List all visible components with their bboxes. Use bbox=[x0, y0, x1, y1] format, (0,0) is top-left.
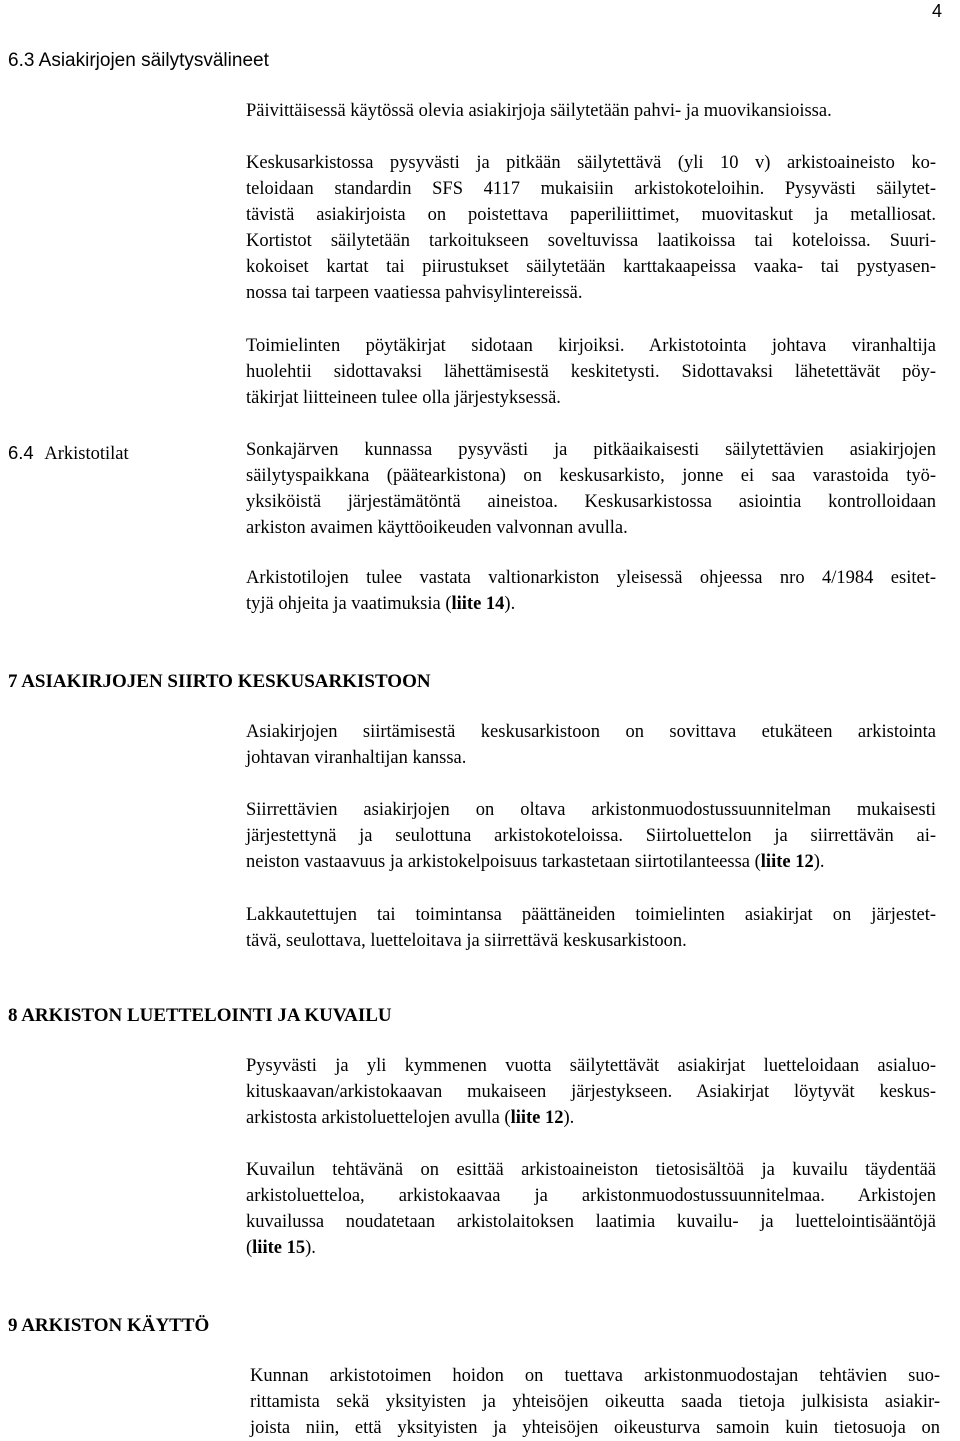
section-title: Arkistotilat bbox=[44, 444, 129, 464]
text-line: tävä, seulottava, luetteloitava ja siirrettävä keskusarkistoon. bbox=[246, 931, 687, 951]
text-line: yksiköistä järjestämätöntä aineistoa. Keskusarkistossa asiointia kontrolloidaan bbox=[246, 492, 936, 512]
text-line: Asiakirjojen siirtämisestä keskusarkistoon on sovittava etukäteen arkistointa bbox=[246, 722, 936, 742]
text-line: Kuvailun tehtävänä on esittää arkistoaineiston tietosisältöä ja kuvailu täydentää bbox=[246, 1160, 936, 1180]
section-9-paragraph-1 bbox=[250, 1363, 940, 1441]
text-line: Pysyvästi ja yli kymmenen vuotta säilytettävät asiakirjat luetteloidaan asialuo- bbox=[246, 1056, 936, 1076]
text-line: Lakkautettujen tai toimintansa päättäneiden toimielinten asiakirjat on järjestet- bbox=[246, 905, 936, 925]
section-7-paragraph-2 bbox=[246, 797, 936, 875]
appendix-reference: liite 12 bbox=[510, 1108, 564, 1128]
section-number: 6.4 bbox=[8, 442, 34, 463]
section-6-3-heading: 6.3 Asiakirjojen säilytysvälineet bbox=[8, 50, 269, 71]
section-6-3-paragraph-2 bbox=[246, 150, 936, 306]
section-8-heading: 8 ARKISTON LUETTELOINTI JA KUVAILU bbox=[8, 1005, 392, 1026]
text-line: Kunnan arkistotoimen hoidon on tuettava arkistonmuodostajan tehtävien suo- bbox=[250, 1366, 940, 1386]
section-8-paragraph-1 bbox=[246, 1053, 936, 1131]
text-line: (liite 15). bbox=[246, 1238, 316, 1258]
section-8-paragraph-2 bbox=[246, 1157, 936, 1261]
section-9-heading: 9 ARKISTON KÄYTTÖ bbox=[8, 1315, 210, 1336]
section-6-4-paragraph-2 bbox=[246, 565, 936, 617]
text-line: Sonkajärven kunnassa pysyvästi ja pitkäaikaisesti säilytettävien asiakirjojen bbox=[246, 440, 936, 460]
section-6-4-paragraph-1 bbox=[246, 437, 936, 541]
section-6-3-paragraph-3 bbox=[246, 333, 936, 411]
text-line: kituskaavan/arkistokaavan mukaiseen järjestykseen. Asiakirjat löytyvät keskus- bbox=[246, 1082, 936, 1102]
text-line: tävistä asiakirjoista on poistettava paperiliittimet, muovitaskut ja metalliosat. bbox=[246, 205, 936, 225]
text-line: Siirrettävien asiakirjojen on oltava arkistonmuodostussuunnitelman mukaisesti bbox=[246, 800, 936, 820]
text-line: täkirjat liitteineen tulee olla järjestyksessä. bbox=[246, 388, 561, 408]
text-line: Päivittäisessä käytössä olevia asiakirjoja säilytetään pahvi- ja muovikansioissa. bbox=[246, 101, 832, 121]
appendix-reference: liite 14 bbox=[451, 594, 505, 614]
text-line: neiston vastaavuus ja arkistokelpoisuus tarkastetaan siirtotilanteessa (liite 12). bbox=[246, 852, 825, 872]
section-6-3-paragraph-1 bbox=[246, 98, 936, 124]
text-line: joista niin, että yksityisten ja yhteisöjen oikeusturva samoin kuin tietosuoja on bbox=[250, 1418, 940, 1438]
section-7-heading: 7 ASIAKIRJOJEN SIIRTO KESKUSARKISTOON bbox=[8, 671, 431, 692]
section-7-paragraph-3 bbox=[246, 902, 936, 954]
text-line: kuvailussa noudatetaan arkistolaitoksen laatimia kuvailu- ja luettelointisääntöjä bbox=[246, 1212, 936, 1232]
text-line: rittamista sekä yksityisten ja yhteisöjen oikeutta saada tietoja julkisista asiakir- bbox=[250, 1392, 940, 1412]
page-number: 4 bbox=[931, 1, 942, 21]
appendix-reference: liite 12 bbox=[760, 852, 814, 872]
text-line: johtavan viranhaltijan kanssa. bbox=[246, 748, 467, 768]
text-line: arkistosta arkistoluettelojen avulla (liite 12). bbox=[246, 1108, 575, 1128]
text-line: Kortistot säilytetään tarkoitukseen soveltuvissa laatikoissa tai koteloissa. Suuri- bbox=[246, 231, 936, 251]
text-line: tyjä ohjeita ja vaatimuksia (liite 14). bbox=[246, 594, 516, 614]
section-7-paragraph-1 bbox=[246, 719, 936, 771]
text-line: arkiston avaimen käyttöoikeuden valvonnan avulla. bbox=[246, 518, 628, 538]
text-line: nossa tai tarpeen vaatiessa pahvisylintereissä. bbox=[246, 283, 583, 303]
text-line: säilytyspaikkana (päätearkistona) on keskusarkisto, jonne ei saa varastoida työ- bbox=[246, 466, 936, 486]
text-line: kokoiset kartat tai piirustukset säilytetään karttakaapeissa vaaka- tai pystyasen- bbox=[246, 257, 936, 277]
text-line: Toimielinten pöytäkirjat sidotaan kirjoiksi. Arkistotointa johtava viranhaltija bbox=[246, 336, 936, 356]
section-6-4-heading bbox=[8, 440, 129, 467]
text-line: arkistoluetteloa, arkistokaavaa ja arkistonmuodostussuunnitelmaa. Arkistojen bbox=[246, 1186, 936, 1206]
text-line: huolehtii sidottavaksi lähettämisestä keskitetysti. Sidottavaksi lähetettävät pöy- bbox=[246, 362, 936, 382]
appendix-reference: liite 15 bbox=[252, 1238, 306, 1258]
text-line: Arkistotilojen tulee vastata valtionarkiston yleisessä ohjeessa nro 4/1984 esitet- bbox=[246, 568, 936, 588]
text-line: Keskusarkistossa pysyvästi ja pitkään säilytettävä (yli 10 v) arkistoaineisto ko- bbox=[246, 153, 936, 173]
text-line: teloidaan standardin SFS 4117 mukaisiin arkistokoteloihin. Pysyvästi säilytet- bbox=[246, 179, 936, 199]
text-line: järjestettynä ja seulottuna arkistokoteloissa. Siirtoluettelon ja siirrettävän ai- bbox=[246, 826, 936, 846]
